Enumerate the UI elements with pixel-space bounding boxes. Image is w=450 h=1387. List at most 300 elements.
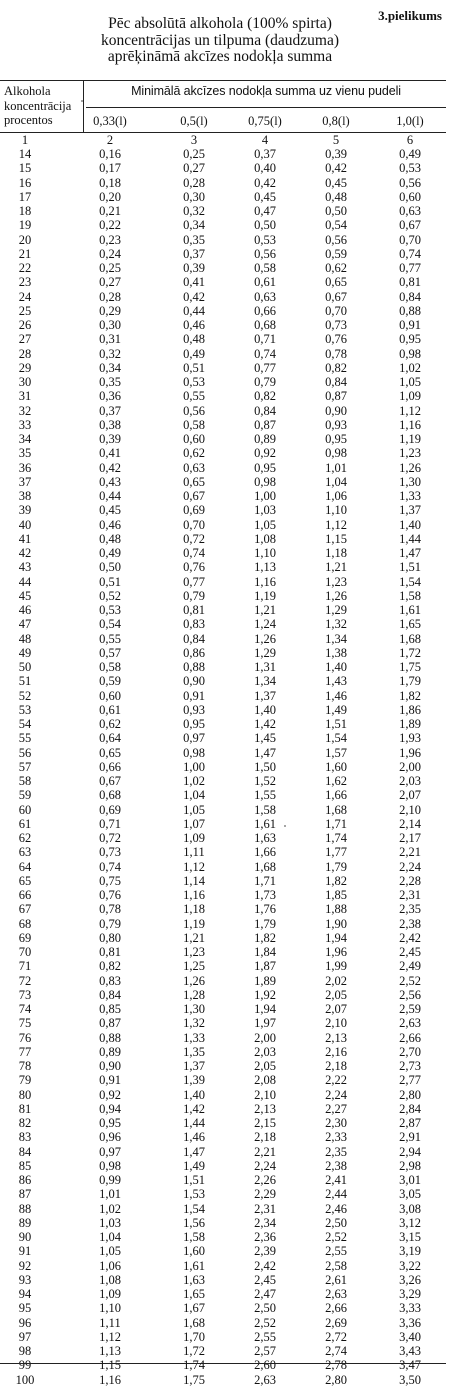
tax-value-cell: 1,79	[254, 916, 276, 931]
tax-value-cell: 1,97	[254, 1016, 276, 1031]
concentration-cell: 76	[18, 1030, 32, 1045]
tax-value-cell: 0,98	[99, 1158, 121, 1173]
tax-value-cell: 0,99	[99, 1173, 121, 1187]
tax-value-cell: 1,94	[325, 930, 347, 945]
tax-value-cell: 1,87	[254, 959, 276, 974]
table-row	[0, 1145, 450, 1159]
tax-value-cell: 0,49	[99, 546, 121, 560]
tax-value-cell: 1,00	[183, 759, 205, 774]
tax-value-cell: 3,50	[399, 1372, 421, 1387]
tax-value-cell: 0,57	[99, 645, 121, 660]
tax-value-cell: 0,53	[399, 161, 421, 176]
tax-value-cell: 2,91	[399, 1130, 421, 1145]
tax-value-cell: 2,78	[325, 1358, 347, 1373]
concentration-cell: 43	[18, 560, 32, 575]
concentration-cell: 79	[18, 1073, 32, 1088]
tax-value-cell: 0,96	[99, 1130, 121, 1145]
tax-value-cell: 1,16	[99, 1372, 121, 1387]
tax-value-cell: 0,74	[99, 859, 121, 874]
table-row	[0, 674, 450, 688]
tax-value-cell: 0,79	[99, 916, 121, 931]
tax-value-cell: 2,30	[325, 1116, 347, 1130]
concentration-cell: 70	[18, 945, 32, 959]
concentration-cell: 14	[18, 147, 32, 161]
tax-value-cell: 0,53	[254, 232, 276, 247]
table-row	[0, 717, 450, 731]
tax-value-cell: 1,67	[183, 1301, 205, 1316]
table-row	[0, 1116, 450, 1130]
table-row	[0, 375, 450, 389]
tax-value-cell: 1,29	[254, 645, 276, 660]
tax-value-cell: 2,50	[254, 1301, 276, 1316]
tax-value-cell: 0,84	[183, 631, 205, 646]
concentration-cell: 15	[18, 161, 32, 176]
table-row	[0, 788, 450, 802]
table-row	[0, 347, 450, 361]
concentration-cell: 57	[18, 759, 32, 774]
table-row	[0, 1173, 450, 1187]
tax-value-cell: 0,63	[183, 460, 205, 475]
tax-value-cell: 0,47	[254, 204, 276, 218]
tax-value-cell: 0,64	[99, 731, 121, 746]
tax-value-cell: 0,50	[99, 560, 121, 575]
concentration-cell: 40	[18, 517, 32, 532]
tax-value-cell: 0,84	[254, 403, 276, 418]
table-row	[0, 1301, 450, 1315]
table-row	[0, 731, 450, 745]
tax-value-cell: 2,52	[399, 973, 421, 988]
tax-value-cell: 0,44	[183, 303, 205, 318]
concentration-cell: 90	[18, 1230, 32, 1244]
table-row	[0, 218, 450, 232]
tax-value-cell: 0,32	[99, 346, 121, 361]
table-row	[0, 161, 450, 175]
scan-speck	[284, 825, 286, 827]
table-row	[0, 860, 450, 874]
tax-value-cell: 1,51	[325, 717, 347, 731]
tax-value-cell: 1,04	[99, 1230, 121, 1244]
tax-value-cell: 0,87	[254, 417, 276, 432]
tax-value-cell: 2,39	[254, 1244, 276, 1259]
tax-value-cell: 2,13	[325, 1030, 347, 1045]
tax-value-cell: 3,08	[399, 1201, 421, 1216]
tax-value-cell: 1,74	[325, 831, 347, 845]
table-row	[0, 1316, 450, 1330]
table-bottom-rule	[0, 1363, 446, 1364]
tax-value-cell: 0,93	[325, 417, 347, 432]
tax-value-cell: 1,01	[325, 460, 347, 475]
tax-value-cell: 1,24	[254, 617, 276, 632]
concentration-cell: 78	[18, 1059, 32, 1073]
tax-value-cell: 0,63	[254, 289, 276, 304]
tax-value-cell: 1,34	[254, 674, 276, 689]
tax-value-cell: 1,82	[325, 873, 347, 888]
tax-value-cell: 0,97	[99, 1144, 121, 1159]
tax-value-cell: 0,34	[99, 360, 121, 375]
tax-value-cell: 1,09	[183, 831, 205, 845]
tax-value-cell: 0,76	[99, 888, 121, 902]
volume-header-row	[0, 114, 450, 130]
concentration-cell: 73	[18, 987, 32, 1002]
table-row	[0, 475, 450, 489]
tax-value-cell: 1,99	[325, 959, 347, 974]
table-row	[0, 1187, 450, 1201]
tax-value-cell: 1,52	[254, 774, 276, 788]
table-row	[0, 190, 450, 204]
tax-value-cell: 2,69	[325, 1315, 347, 1330]
tax-value-cell: 0,66	[254, 303, 276, 318]
tax-value-cell: 3,01	[399, 1173, 421, 1187]
tax-value-cell: 1,96	[399, 745, 421, 760]
table-row	[0, 1059, 450, 1073]
tax-value-cell: 3,26	[399, 1272, 421, 1287]
tax-value-cell: 0,65	[183, 474, 205, 489]
tax-value-cell: 2,56	[399, 987, 421, 1002]
tax-value-cell: 2,14	[399, 816, 421, 831]
tax-value-cell: 0,56	[254, 246, 276, 261]
tax-value-cell: 1,39	[183, 1073, 205, 1088]
table-row	[0, 988, 450, 1002]
tax-value-cell: 0,67	[399, 218, 421, 233]
tax-value-cell: 0,90	[183, 674, 205, 689]
volume-header: 0,8(l)	[322, 114, 350, 128]
tax-value-cell: 1,02	[183, 774, 205, 788]
tax-value-cell: 0,35	[99, 375, 121, 389]
tax-value-cell: 0,71	[254, 332, 276, 347]
tax-value-cell: 0,48	[99, 531, 121, 546]
tax-value-cell: 1,00	[254, 489, 276, 503]
table-row	[0, 1230, 450, 1244]
tax-value-cell: 2,03	[399, 774, 421, 788]
tax-value-cell: 0,24	[99, 246, 121, 261]
volume-header: 0,75(l)	[248, 114, 282, 128]
tax-value-cell: 0,25	[183, 147, 205, 161]
tax-value-cell: 2,63	[399, 1016, 421, 1031]
tax-value-cell: 0,75	[99, 873, 121, 888]
table-row	[0, 874, 450, 888]
table-row	[0, 1259, 450, 1273]
tax-value-cell: 0,50	[325, 204, 347, 218]
tax-value-cell: 0,67	[183, 489, 205, 503]
tax-value-cell: 1,72	[183, 1344, 205, 1358]
table-row	[0, 1216, 450, 1230]
tax-value-cell: 0,28	[99, 289, 121, 304]
tax-value-cell: 0,30	[99, 318, 121, 332]
tax-value-cell: 1,54	[325, 731, 347, 746]
tax-value-cell: 2,35	[399, 902, 421, 917]
tax-value-cell: 1,54	[183, 1201, 205, 1216]
tax-value-cell: 0,49	[399, 147, 421, 161]
tax-value-cell: 0,17	[99, 161, 121, 176]
tax-value-cell: 0,45	[254, 189, 276, 204]
concentration-header-line-1: Alkohola	[4, 84, 51, 98]
concentration-cell: 49	[18, 645, 32, 660]
tax-value-cell: 0,88	[99, 1030, 121, 1045]
table-row	[0, 332, 450, 346]
table-row	[0, 1358, 450, 1372]
tax-value-cell: 1,62	[325, 774, 347, 788]
tax-value-cell: 1,60	[183, 1244, 205, 1259]
tax-value-cell: 0,70	[399, 232, 421, 247]
table-row	[0, 275, 450, 289]
tax-value-cell: 1,54	[399, 574, 421, 589]
tax-value-cell: 1,19	[399, 432, 421, 446]
tax-value-cell: 0,84	[325, 375, 347, 389]
table-row	[0, 532, 450, 546]
tax-value-cell: 3,22	[399, 1258, 421, 1273]
tax-value-cell: 0,67	[325, 289, 347, 304]
tax-value-cell: 1,18	[325, 546, 347, 560]
tax-value-cell: 0,62	[99, 717, 121, 731]
tax-value-cell: 3,12	[399, 1215, 421, 1230]
concentration-cell: 42	[18, 546, 32, 560]
tax-value-cell: 0,62	[325, 261, 347, 275]
concentration-cell: 31	[18, 389, 32, 404]
concentration-cell: 18	[18, 204, 32, 218]
tax-value-cell: 0,74	[254, 346, 276, 361]
tax-value-cell: 1,75	[183, 1372, 205, 1387]
tax-value-cell: 2,24	[254, 1158, 276, 1173]
tax-value-cell: 0,91	[399, 318, 421, 332]
tax-value-cell: 1,19	[254, 588, 276, 603]
concentration-cell: 46	[18, 603, 32, 617]
tax-value-cell: 1,94	[254, 1002, 276, 1016]
concentration-cell: 53	[18, 702, 32, 717]
tax-value-cell: 2,24	[325, 1087, 347, 1102]
concentration-cell: 47	[18, 617, 32, 632]
concentration-cell: 39	[18, 503, 32, 518]
tax-value-cell: 1,53	[183, 1187, 205, 1202]
tax-value-cell: 0,58	[183, 417, 205, 432]
tax-value-cell: 1,89	[254, 973, 276, 988]
tax-value-cell: 0,25	[99, 261, 121, 275]
tax-value-cell: 2,35	[325, 1144, 347, 1159]
tax-value-cell: 1,60	[325, 759, 347, 774]
tax-value-cell: 2,70	[399, 1044, 421, 1059]
tax-value-cell: 0,76	[325, 332, 347, 347]
tax-value-cell: 0,48	[183, 332, 205, 347]
document-title	[70, 16, 370, 66]
tax-value-cell: 1,13	[254, 560, 276, 575]
table-row	[0, 888, 450, 902]
tax-value-cell: 2,80	[325, 1372, 347, 1387]
tax-value-cell: 0,42	[254, 175, 276, 190]
table-row	[0, 1102, 450, 1116]
concentration-cell: 63	[18, 845, 32, 860]
table-row	[0, 703, 450, 717]
table-row	[0, 404, 450, 418]
tax-value-cell: 0,65	[99, 745, 121, 760]
concentration-cell: 22	[18, 261, 32, 275]
tax-value-cell: 0,55	[183, 389, 205, 404]
tax-value-cell: 0,53	[99, 603, 121, 617]
tax-value-cell: 2,38	[399, 916, 421, 931]
table-row	[0, 418, 450, 432]
tax-value-cell: 0,32	[183, 204, 205, 218]
tax-value-cell: 1,19	[183, 916, 205, 931]
tax-value-cell: 0,81	[399, 275, 421, 290]
tax-value-cell: 2,66	[399, 1030, 421, 1045]
table-row	[0, 461, 450, 475]
tax-value-cell: 2,55	[325, 1244, 347, 1259]
table-row	[0, 446, 450, 460]
tax-value-cell: 0,79	[183, 588, 205, 603]
tax-value-cell: 2,10	[325, 1016, 347, 1031]
tax-value-cell: 1,49	[325, 702, 347, 717]
tax-value-cell: 0,90	[325, 403, 347, 418]
tax-value-cell: 0,65	[325, 275, 347, 290]
tax-value-cell: 1,05	[183, 802, 205, 817]
tax-value-cell: 1,16	[399, 417, 421, 432]
tax-value-cell: 0,56	[399, 175, 421, 190]
tax-value-cell: 0,87	[325, 389, 347, 404]
concentration-cell: 60	[18, 802, 32, 817]
tax-value-cell: 2,18	[254, 1130, 276, 1145]
tax-value-cell: 1,68	[325, 802, 347, 817]
tax-value-cell: 1,79	[325, 859, 347, 874]
tax-value-cell: 0,66	[99, 759, 121, 774]
tax-value-cell: 0,77	[254, 360, 276, 375]
table-row	[0, 261, 450, 275]
tax-value-cell: 0,73	[99, 845, 121, 860]
tax-value-cell: 0,72	[183, 531, 205, 546]
tax-value-cell: 0,74	[183, 546, 205, 560]
tax-value-cell: 1,68	[183, 1315, 205, 1330]
tax-value-cell: 0,87	[99, 1016, 121, 1031]
table-row	[0, 917, 450, 931]
concentration-cell: 20	[18, 232, 32, 247]
tax-value-cell: 1,58	[399, 588, 421, 603]
table-row	[0, 304, 450, 318]
tax-value-cell: 0,95	[183, 717, 205, 731]
tax-value-cell: 0,38	[99, 417, 121, 432]
tax-value-cell: 2,61	[325, 1272, 347, 1287]
tax-value-cell: 0,45	[325, 175, 347, 190]
concentration-cell: 88	[18, 1201, 32, 1216]
tax-value-cell: 0,82	[99, 959, 121, 974]
annex-label: 3.pielikums	[378, 8, 442, 23]
tax-value-cell: 0,36	[99, 389, 121, 404]
tax-value-cell: 1,33	[183, 1030, 205, 1045]
concentration-cell: 62	[18, 831, 32, 845]
concentration-cell: 92	[18, 1258, 32, 1273]
concentration-cell: 32	[18, 403, 32, 418]
tax-value-cell: 1,16	[183, 888, 205, 902]
tax-value-cell: 1,12	[99, 1329, 121, 1344]
tax-value-cell: 0,95	[399, 332, 421, 347]
tax-value-cell: 0,94	[99, 1101, 121, 1116]
tax-value-cell: 1,12	[183, 859, 205, 874]
volume-header: 0,33(l)	[93, 114, 127, 128]
tax-value-cell: 0,50	[254, 218, 276, 233]
tax-value-cell: 0,79	[254, 375, 276, 389]
tax-value-cell: 1,71	[325, 816, 347, 831]
tax-value-cell: 2,07	[325, 1002, 347, 1016]
table-row	[0, 1330, 450, 1344]
table-row	[0, 803, 450, 817]
tax-value-cell: 0,68	[254, 318, 276, 332]
tax-value-cell: 1,44	[183, 1116, 205, 1130]
tax-value-cell: 2,27	[325, 1101, 347, 1116]
tax-value-cell: 2,38	[325, 1158, 347, 1173]
tax-value-cell: 3,15	[399, 1230, 421, 1244]
concentration-cell: 28	[18, 346, 32, 361]
tax-value-cell: 2,24	[399, 859, 421, 874]
tax-value-cell: 1,88	[325, 902, 347, 917]
tax-value-cell: 1,63	[254, 831, 276, 845]
table-row	[0, 646, 450, 660]
tax-table-body	[0, 147, 450, 1387]
tax-value-cell: 0,35	[183, 232, 205, 247]
tax-value-cell: 1,68	[399, 631, 421, 646]
tax-value-cell: 1,58	[183, 1230, 205, 1244]
tax-value-cell: 1,75	[399, 660, 421, 674]
tax-value-cell: 0,58	[254, 261, 276, 275]
tax-value-cell: 0,69	[183, 503, 205, 518]
tax-value-cell: 1,74	[183, 1358, 205, 1373]
tax-value-cell: 2,66	[325, 1301, 347, 1316]
tax-value-cell: 1,06	[325, 489, 347, 503]
tax-value-cell: 0,20	[99, 189, 121, 204]
table-row	[0, 489, 450, 503]
tax-value-cell: 0,77	[399, 261, 421, 275]
tax-value-cell: 2,21	[399, 845, 421, 860]
tax-value-cell: 2,05	[254, 1059, 276, 1073]
concentration-cell: 86	[18, 1173, 32, 1187]
tax-value-cell: 1,63	[183, 1272, 205, 1287]
tax-value-cell: 1,45	[254, 731, 276, 746]
concentration-cell: 77	[18, 1044, 32, 1059]
tax-value-cell: 0,42	[183, 289, 205, 304]
tax-value-cell: 2,84	[399, 1101, 421, 1116]
concentration-cell: 87	[18, 1187, 32, 1202]
tax-value-cell: 0,93	[183, 702, 205, 717]
tax-value-cell: 0,83	[99, 973, 121, 988]
tax-value-cell: 0,90	[99, 1059, 121, 1073]
concentration-cell: 29	[18, 360, 32, 375]
concentration-cell: 23	[18, 275, 32, 290]
table-row	[0, 575, 450, 589]
tax-value-cell: 1,73	[254, 888, 276, 902]
tax-value-cell: 1,47	[399, 546, 421, 560]
tax-value-cell: 0,69	[99, 802, 121, 817]
tax-value-cell: 1,37	[254, 688, 276, 703]
tax-value-cell: 1,47	[254, 745, 276, 760]
tax-value-cell: 1,66	[254, 845, 276, 860]
tax-value-cell: 0,53	[183, 375, 205, 389]
table-row	[0, 974, 450, 988]
tax-value-cell: 0,37	[254, 147, 276, 161]
tax-value-cell: 1,05	[254, 517, 276, 532]
concentration-cell: 26	[18, 318, 32, 332]
tax-value-cell: 1,92	[254, 987, 276, 1002]
tax-value-cell: 2,31	[399, 888, 421, 902]
concentration-cell: 16	[18, 175, 32, 190]
tax-value-cell: 0,88	[399, 303, 421, 318]
tax-value-cell: 1,66	[325, 788, 347, 803]
tax-value-cell: 0,86	[183, 645, 205, 660]
tax-value-cell: 2,34	[254, 1215, 276, 1230]
concentration-cell: 24	[18, 289, 32, 304]
tax-value-cell: 0,28	[183, 175, 205, 190]
tax-value-cell: 1,35	[183, 1044, 205, 1059]
tax-value-cell: 0,97	[183, 731, 205, 746]
tax-value-cell: 1,65	[183, 1287, 205, 1301]
column-number: 6	[406, 133, 414, 147]
table-row	[0, 503, 450, 517]
concentration-cell: 17	[18, 189, 32, 204]
tax-value-cell: 2,17	[399, 831, 421, 845]
